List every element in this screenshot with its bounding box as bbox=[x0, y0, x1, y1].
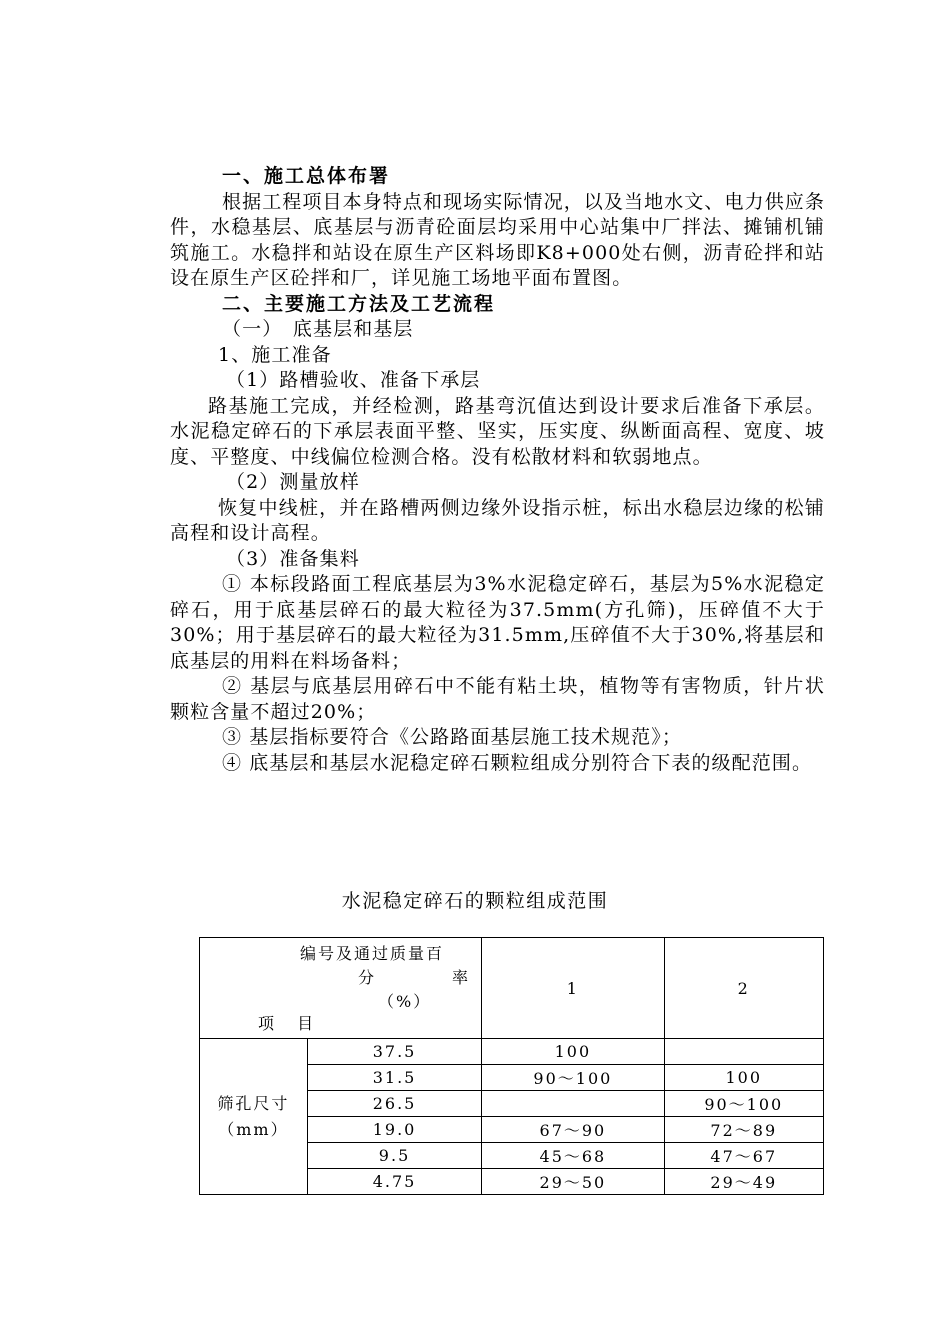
header-line2a: 分 bbox=[358, 968, 377, 987]
table-header-row bbox=[200, 938, 824, 1039]
item3-point2: ② 基层与底基层用碎石中不能有粘土块，植物等有害物质，针片状颗粒含量不超过20%； bbox=[170, 675, 825, 723]
header-col2: 2 bbox=[664, 938, 823, 1039]
item3-point1: ① 本标段路面工程底基层为3%水泥稳定碎石，基层为5%水泥稳定碎石，用于底基层碎石的最大粒径为37.5mm(方孔筛)，压碎值不大于30%；用于基层碎石的最大粒径为31.5mm,压碎值不大于30%,将基层和底基层的用料在料场备料； bbox=[170, 573, 825, 672]
item3-title: （3）准备集料 bbox=[226, 547, 360, 570]
subsection-base-layer: （一） 底基层和基层 bbox=[222, 318, 414, 340]
header-line3: （%） bbox=[378, 992, 432, 1011]
table-row bbox=[200, 1039, 824, 1065]
pass-rate-1 bbox=[482, 1091, 664, 1117]
section2-heading: 二、主要施工方法及工艺流程 bbox=[222, 292, 496, 315]
pass-rate-1: 45～68 bbox=[482, 1143, 664, 1169]
pass-rate-2: 47～67 bbox=[664, 1143, 823, 1169]
header-pass-rate-label bbox=[300, 942, 476, 1014]
header-line1: 编号及通过质量百 bbox=[300, 944, 445, 963]
section1-heading: 一、施工总体布署 bbox=[222, 165, 391, 187]
sieve-size: 9.5 bbox=[307, 1143, 481, 1169]
sieve-size: 4.75 bbox=[307, 1169, 481, 1195]
pass-rate-1: 67～90 bbox=[482, 1117, 664, 1143]
header-col1: 1 bbox=[482, 938, 664, 1039]
pass-rate-2: 72～89 bbox=[664, 1117, 823, 1143]
sieve-size: 26.5 bbox=[307, 1091, 481, 1117]
section1-paragraph: 根据工程项目本身特点和现场实际情况，以及当地水文、电力供应条件，水稳基层、底基层与沥青砼面层均采用中心站集中厂拌法、摊铺机铺筑施工。水稳拌和站设在原生产区料场即K8+000处右侧，沥青砼拌和站设在原生产区砼拌和厂，详见施工场地平面布置图。 bbox=[170, 190, 826, 289]
item3-point4: ④ 底基层和基层水泥稳定碎石颗粒组成分别符合下表的级配范围。 bbox=[222, 751, 813, 774]
header-item-label: 项 目 bbox=[258, 1014, 316, 1033]
pass-rate-2: 29～49 bbox=[664, 1169, 823, 1195]
gradation-table bbox=[199, 937, 824, 1195]
pass-rate-1: 90～100 bbox=[482, 1065, 664, 1091]
header-diagonal-cell bbox=[200, 938, 482, 1039]
header-line2 bbox=[300, 966, 476, 990]
sieve-size: 19.0 bbox=[307, 1117, 481, 1143]
item2-title: （2）测量放样 bbox=[226, 471, 360, 493]
header-line2b: 率 bbox=[451, 968, 470, 987]
sieve-size-label-line2: （mm） bbox=[218, 1119, 289, 1139]
document-body bbox=[170, 164, 825, 776]
item2-text: 恢复中线桩，并在路槽两侧边缘外设指示桩，标出水稳层边缘的松铺高程和设计高程。 bbox=[170, 496, 825, 544]
sieve-size-label bbox=[200, 1039, 308, 1195]
item3-point3: ③ 基层指标要符合《公路路面基层施工技术规范》； bbox=[222, 726, 682, 748]
pass-rate-1: 100 bbox=[482, 1039, 664, 1065]
pass-rate-1: 29～50 bbox=[482, 1169, 664, 1195]
pass-rate-2 bbox=[664, 1039, 823, 1065]
item1-text: 路基施工完成，并经检测，路基弯沉值达到设计要求后准备下承层。水泥稳定碎石的下承层表面平整、坚实，压实度、纵断面高程、宽度、坡度、平整度、中线偏位检测合格。没有松散材料和软弱地点。 bbox=[170, 394, 825, 468]
item1-title: （1）路槽验收、准备下承层 bbox=[226, 369, 481, 391]
pass-rate-2: 100 bbox=[664, 1065, 823, 1091]
table-title: 水泥稳定碎石的颗粒组成范围 bbox=[341, 890, 609, 912]
sieve-size: 31.5 bbox=[307, 1065, 481, 1091]
sieve-size-label-line1: 筛孔尺寸 bbox=[217, 1093, 290, 1113]
subsection-preparation: 1、施工准备 bbox=[218, 343, 332, 366]
sieve-size: 37.5 bbox=[307, 1039, 481, 1065]
pass-rate-2: 90～100 bbox=[664, 1091, 823, 1117]
